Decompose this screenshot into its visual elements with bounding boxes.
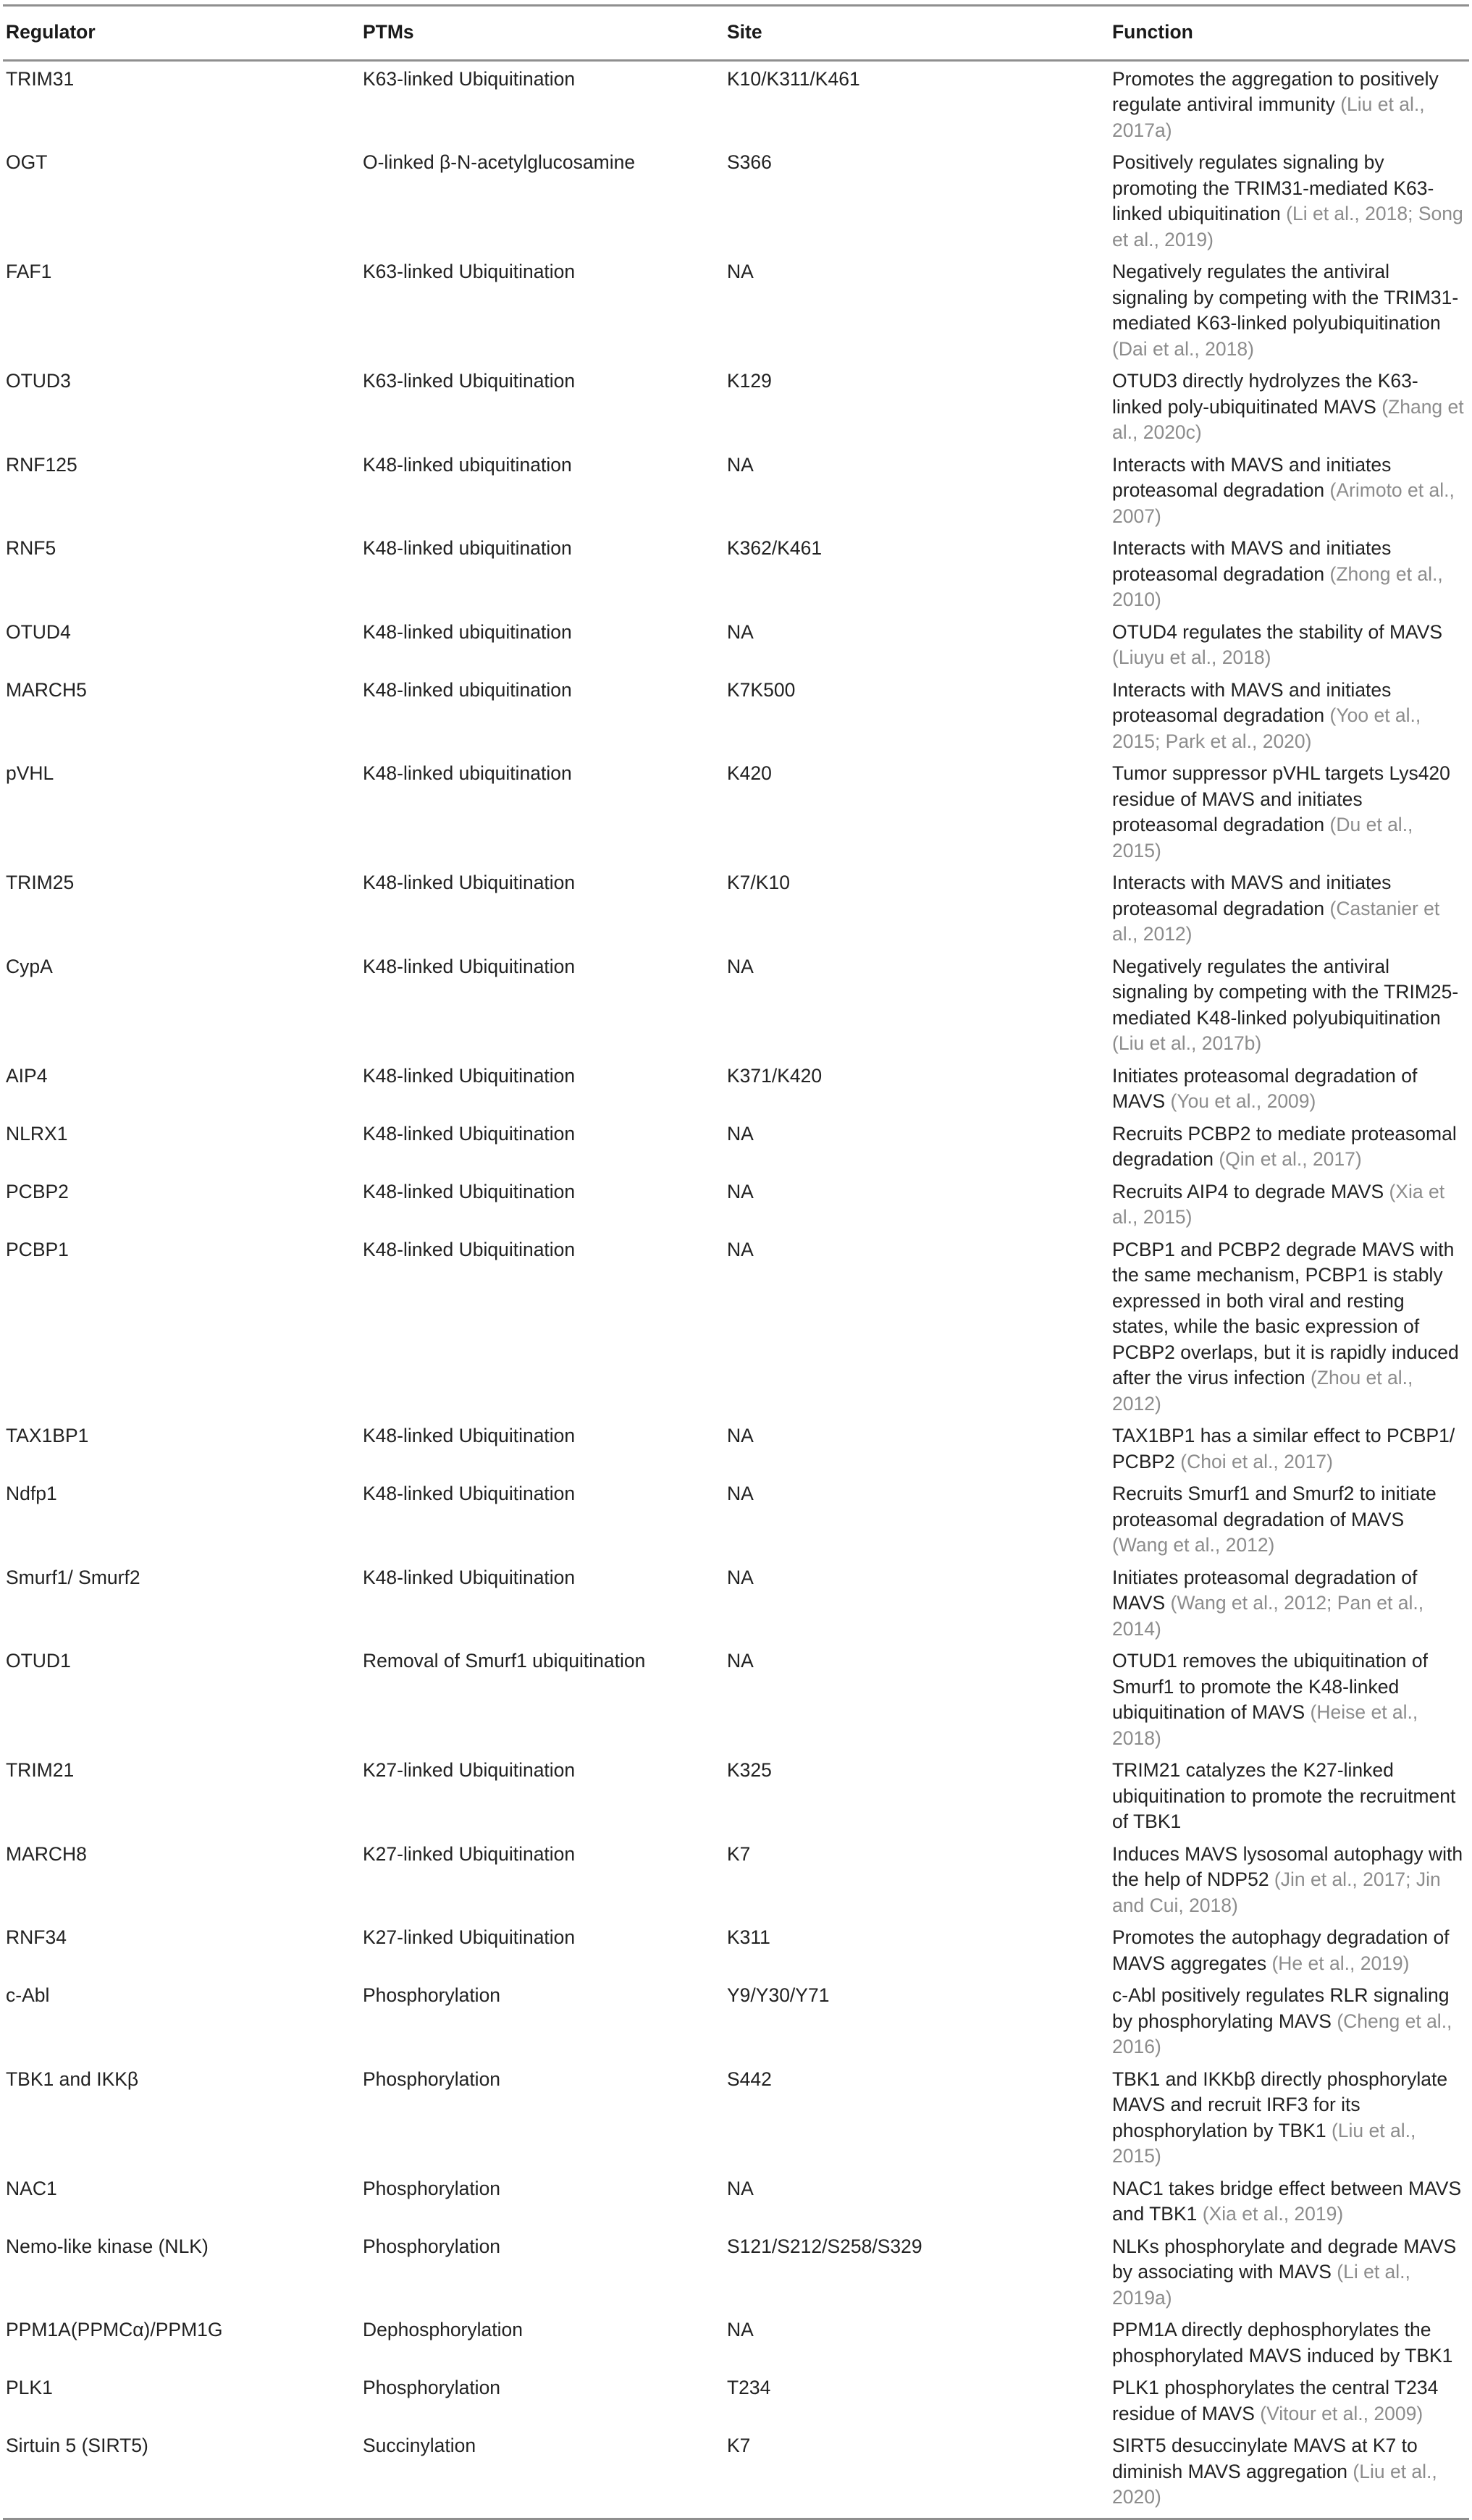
ptm-cell: K48-linked Ubiquitination: [363, 1122, 576, 1145]
function-cell: [1112, 1118, 1469, 1176]
citation-link[interactable]: (Xia et al., 2015): [1112, 1180, 1445, 1228]
citation-link[interactable]: (Liu et al., 2020): [1112, 2460, 1437, 2508]
function-text: NLKs phosphorylate and degrade MAVS by associating with MAVS: [1112, 2235, 1457, 2283]
table-row: [3, 2314, 1469, 2372]
citation-link[interactable]: (Liuyu et al., 2018): [1112, 646, 1271, 668]
citation-link[interactable]: (Wang et al., 2012): [1112, 1534, 1275, 1556]
site-cell: NA: [727, 620, 754, 643]
ptm-cell: K48-linked ubiquitination: [363, 762, 572, 784]
table-row: [3, 1562, 1469, 1645]
site-cell: K7/K10: [727, 872, 790, 893]
function-cell: [1112, 1980, 1469, 2064]
header-regulator: Regulator: [3, 6, 363, 61]
function-cell: [1112, 2372, 1469, 2430]
site-cell: Y9/Y30/Y71: [727, 1984, 830, 2006]
ptm-cell: K48-linked Ubiquitination: [363, 955, 576, 977]
site-cell: K7: [727, 2430, 1112, 2519]
site-cell: NA: [727, 453, 754, 476]
header-site: Site: [727, 6, 1112, 61]
ptm-cell: Phosphorylation: [363, 2177, 501, 2199]
ptm-cell: K63-linked Ubiquitination: [363, 261, 576, 282]
site-cell: K420: [727, 762, 772, 784]
ptm-cell: K48-linked Ubiquitination: [363, 872, 576, 893]
table-row: [3, 1645, 1469, 1755]
citation-link[interactable]: (Heise et al., 2018): [1112, 1701, 1418, 1749]
function-text: Induces MAVS lysosomal autophagy with the help of NDP52: [1112, 1842, 1463, 1890]
ptm-cell: K27-linked Ubiquitination: [363, 1842, 576, 1865]
site-cell: T234: [727, 2377, 771, 2398]
table-header: [3, 6, 1469, 61]
function-text: Interacts with MAVS and initiates proteasomal degradation: [1112, 453, 1392, 501]
site-cell: K10/K311/K461: [727, 67, 860, 90]
table-body: [3, 60, 1469, 2519]
function-text: Interacts with MAVS and initiates proteasomal degradation: [1112, 678, 1392, 726]
function-text: Recruits Smurf1 and Smurf2 to initiate proteasomal degradation of MAVS: [1112, 1483, 1437, 1530]
regulator-cell: MARCH8: [6, 1842, 87, 1865]
function-cell: [1112, 2314, 1469, 2372]
table-row: [3, 1478, 1469, 1562]
function-cell: [1112, 1420, 1469, 1478]
table-row: [3, 1980, 1469, 2064]
table-row: [3, 1176, 1469, 1234]
function-text: Interacts with MAVS and initiates proteasomal degradation: [1112, 537, 1392, 585]
regulator-cell: Ndfp1: [6, 1483, 57, 1504]
regulator-cell: OTUD1: [6, 1650, 71, 1672]
function-cell: [1112, 533, 1469, 617]
function-text: PCBP1 and PCBP2 degrade MAVS with the same mechanism, PCBP1 is stably expressed in both viral and resting states, while the basic expression of PCBP2 overlaps, but it is rapidly induced after the virus infection: [1112, 1238, 1459, 1388]
regulator-cell: NLRX1: [6, 1122, 68, 1145]
ptm-cell: O-linked β-N-acetylglucosamine: [363, 151, 636, 173]
function-text: SIRT5 desuccinylate MAVS at K7 to diminish MAVS aggregation: [1112, 2435, 1418, 2482]
function-cell: [1112, 616, 1469, 674]
table-row: [3, 1755, 1469, 1839]
table-row: [3, 2430, 1469, 2519]
site-cell: NA: [727, 261, 754, 282]
citation-link[interactable]: (Arimoto et al., 2007): [1112, 479, 1455, 527]
citation-link[interactable]: (Zhou et al., 2012): [1112, 1367, 1413, 1415]
function-cell: [1112, 2430, 1469, 2519]
ptm-cell: K48-linked ubiquitination: [363, 537, 572, 559]
function-text: Negatively regulates the antiviral signaling by competing with the TRIM25-mediated K48-linked polyubiquitination: [1112, 955, 1459, 1029]
header-row: [3, 6, 1469, 61]
regulator-cell: c-Abl: [6, 1984, 50, 2006]
site-cell: NA: [727, 1122, 754, 1145]
function-cell: [1112, 1478, 1469, 1562]
citation-link[interactable]: (Cheng et al., 2016): [1112, 2010, 1452, 2057]
citation-link[interactable]: (Yoo et al., 2015; Park et al., 2020): [1112, 704, 1421, 752]
function-text: Recruits AIP4 to degrade MAVS: [1112, 1180, 1389, 1202]
ptm-cell: Removal of Smurf1 ubiquitination: [363, 1650, 646, 1672]
regulator-cell: RNF34: [6, 1926, 67, 1948]
site-cell: K362/K461: [727, 537, 823, 559]
function-text: Interacts with MAVS and initiates proteasomal degradation: [1112, 872, 1392, 919]
regulator-cell: PCBP2: [6, 1180, 69, 1202]
function-cell: [1112, 60, 1469, 147]
function-text: OTUD4 regulates the stability of MAVS: [1112, 620, 1443, 643]
citation-link[interactable]: (Qin et al., 2017): [1219, 1148, 1362, 1170]
function-text: OTUD3 directly hydrolyzes the K63-linked poly-ubiquitinated MAVS: [1112, 370, 1418, 418]
table-row: [3, 533, 1469, 617]
function-cell: [1112, 147, 1469, 256]
table-row: [3, 449, 1469, 533]
site-cell: NA: [727, 1650, 754, 1672]
header-ptms: PTMs: [363, 6, 727, 61]
site-cell: NA: [727, 955, 754, 977]
function-cell: [1112, 2063, 1469, 2173]
citation-link[interactable]: (Zhang et al., 2020c): [1112, 395, 1464, 443]
function-cell: [1112, 1645, 1469, 1755]
citation-link[interactable]: (Liu et al., 2017b): [1112, 1032, 1262, 1054]
function-text: Tumor suppressor pVHL targets Lys420 residue of MAVS and initiates proteasomal degradation: [1112, 762, 1450, 835]
regulator-cell: TAX1BP1: [6, 1425, 89, 1446]
ptm-regulator-table: [3, 4, 1469, 2520]
ptm-cell: K48-linked Ubiquitination: [363, 1425, 576, 1446]
ptm-cell: K48-linked ubiquitination: [363, 678, 572, 701]
function-cell: [1112, 1922, 1469, 1980]
ptm-cell: Phosphorylation: [363, 1984, 501, 2006]
table-row: [3, 758, 1469, 867]
table-row: [3, 60, 1469, 147]
site-cell: NA: [727, 1180, 754, 1202]
table-row: [3, 1922, 1469, 1980]
regulator-cell: PCBP1: [6, 1238, 69, 1260]
ptm-cell: K27-linked Ubiquitination: [363, 1926, 576, 1948]
citation-link[interactable]: (He et al., 2019): [1271, 1952, 1410, 1974]
site-cell: K7: [727, 1842, 751, 1865]
regulator-cell: RNF5: [6, 537, 56, 559]
regulator-cell: PLK1: [6, 2377, 53, 2398]
site-cell: NA: [727, 2319, 754, 2340]
site-cell: NA: [727, 2177, 754, 2199]
function-cell: [1112, 256, 1469, 366]
function-text: TAX1BP1 has a similar effect to PCBP1/ PCBP2: [1112, 1425, 1455, 1472]
citation-link[interactable]: (Wang et al., 2012; Pan et al., 2014): [1112, 1592, 1424, 1640]
ptm-cell: K63-linked Ubiquitination: [363, 370, 576, 392]
ptm-cell: Phosphorylation: [363, 2068, 501, 2090]
ptm-cell: K27-linked Ubiquitination: [363, 1759, 576, 1781]
regulator-cell: RNF125: [6, 453, 77, 476]
function-text: Recruits PCBP2 to mediate proteasomal degradation: [1112, 1122, 1457, 1170]
ptm-cell: Dephosphorylation: [363, 2319, 523, 2340]
regulator-cell: AIP4: [6, 1064, 48, 1087]
ptm-cell: Succinylation: [363, 2430, 727, 2519]
function-text: NAC1 takes bridge effect between MAVS and TBK1: [1112, 2177, 1462, 2225]
citation-link[interactable]: (Dai et al., 2018): [1112, 337, 1254, 360]
function-text: Promotes the autophagy degradation of MAVS aggregates: [1112, 1926, 1450, 1974]
ptm-cell: K48-linked Ubiquitination: [363, 1064, 576, 1087]
function-cell: [1112, 951, 1469, 1060]
table-row: [3, 1118, 1469, 1176]
citation-link[interactable]: (Jin et al., 2017; Jin and Cui, 2018): [1112, 1868, 1441, 1916]
site-cell: NA: [727, 1483, 754, 1504]
site-cell: K325: [727, 1759, 772, 1781]
function-text: TRIM21 catalyzes the K27-linked ubiquitination to promote the recruitment of TBK1: [1112, 1759, 1456, 1832]
function-text: c-Abl positively regulates RLR signaling by phosphorylating MAVS: [1112, 1984, 1450, 2032]
citation-link[interactable]: (Liu et al., 2015): [1112, 2119, 1416, 2167]
ptm-cell: K48-linked ubiquitination: [363, 453, 572, 476]
site-cell: NA: [727, 1425, 754, 1446]
table-row: [3, 951, 1469, 1060]
site-cell: S366: [727, 151, 772, 173]
regulator-cell: OTUD4: [6, 620, 71, 643]
function-text: Initiates proteasomal degradation of MAVS: [1112, 1566, 1418, 1614]
function-text: Promotes the aggregation to positively regulate antiviral immunity: [1112, 67, 1439, 115]
table-row: [3, 674, 1469, 758]
table-row: [3, 366, 1469, 450]
citation-link[interactable]: (You et al., 2009): [1170, 1090, 1316, 1112]
ptm-cell: K48-linked ubiquitination: [363, 620, 572, 643]
ptm-cell: K48-linked Ubiquitination: [363, 1483, 576, 1504]
function-cell: [1112, 449, 1469, 533]
citation-link[interactable]: (Li et al., 2018; Song et al., 2019): [1112, 203, 1463, 250]
table-row: [3, 2230, 1469, 2314]
regulator-cell: CypA: [6, 955, 53, 977]
regulator-cell: OGT: [6, 151, 48, 173]
citation-link[interactable]: (Vitour et al., 2009): [1260, 2402, 1423, 2424]
table-row: [3, 1420, 1469, 1478]
citation-link[interactable]: (Liu et al., 2017a): [1112, 93, 1425, 141]
regulator-cell: FAF1: [6, 261, 52, 282]
function-cell: [1112, 1562, 1469, 1645]
regulator-cell: Sirtuin 5 (SIRT5): [3, 2430, 363, 2519]
function-cell: [1112, 2173, 1469, 2230]
ptm-cell: K48-linked Ubiquitination: [363, 1566, 576, 1588]
function-cell: [1112, 1234, 1469, 1420]
ptm-cell: Phosphorylation: [363, 2377, 501, 2398]
regulator-cell: NAC1: [6, 2177, 57, 2199]
table-row: [3, 1234, 1469, 1420]
table-row: [3, 2173, 1469, 2230]
table-row: [3, 256, 1469, 366]
function-cell: [1112, 1755, 1469, 1839]
function-cell: [1112, 758, 1469, 867]
function-text: Negatively regulates the antiviral signaling by competing with the TRIM31-mediated K63-linked polyubiquitination: [1112, 261, 1459, 334]
function-text: TBK1 and IKKbβ directly phosphorylate MAVS and recruit IRF3 for its phosphorylation by TBK1: [1112, 2068, 1448, 2141]
regulator-cell: TRIM31: [6, 67, 75, 90]
citation-link[interactable]: (Zhong et al., 2010): [1112, 562, 1443, 610]
function-text: OTUD1 removes the ubiquitination of Smurf1 to promote the K48-linked ubiquitination of MAVS: [1112, 1650, 1428, 1723]
function-text: PPM1A directly dephosphorylates the phosphorylated MAVS induced by TBK1: [1112, 2319, 1453, 2367]
function-cell: [1112, 366, 1469, 450]
table-row: [3, 2063, 1469, 2173]
citation-link[interactable]: (Du et al., 2015): [1112, 814, 1413, 861]
function-text: PLK1 phosphorylates the central T234 residue of MAVS: [1112, 2377, 1439, 2424]
function-cell: [1112, 674, 1469, 758]
table-row: [3, 2372, 1469, 2430]
site-cell: K7K500: [727, 678, 796, 701]
ptm-cell: K63-linked Ubiquitination: [363, 67, 576, 90]
table-row: [3, 867, 1469, 951]
header-function: Function: [1112, 6, 1469, 61]
site-cell: K311: [727, 1926, 770, 1948]
function-cell: [1112, 867, 1469, 951]
ptm-cell: K48-linked Ubiquitination: [363, 1238, 576, 1260]
regulator-cell: TBK1 and IKKβ: [6, 2068, 139, 2090]
function-text: Initiates proteasomal degradation of MAVS: [1112, 1064, 1418, 1112]
site-cell: S121/S212/S258/S329: [727, 2235, 922, 2257]
table-row: [3, 1060, 1469, 1118]
function-cell: [1112, 1060, 1469, 1118]
citation-link[interactable]: (Xia et al., 2019): [1202, 2203, 1344, 2225]
site-cell: NA: [727, 1238, 754, 1260]
citation-link[interactable]: (Castanier et al., 2012): [1112, 897, 1440, 945]
table-row: [3, 1838, 1469, 1922]
regulator-cell: pVHL: [6, 762, 54, 784]
citation-link[interactable]: (Choi et al., 2017): [1180, 1450, 1333, 1472]
function-cell: [1112, 2230, 1469, 2314]
regulator-cell: Nemo-like kinase (NLK): [6, 2235, 209, 2257]
function-text: Positively regulates signaling by promoting the TRIM31-mediated K63-linked ubiquitination: [1112, 151, 1434, 224]
regulator-cell: PPM1A(PPMCα)/PPM1G: [6, 2319, 223, 2340]
regulator-cell: TRIM21: [6, 1759, 75, 1781]
site-cell: NA: [727, 1566, 754, 1588]
site-cell: K129: [727, 370, 772, 392]
table-row: [3, 147, 1469, 256]
site-cell: K371/K420: [727, 1064, 823, 1087]
function-cell: [1112, 1838, 1469, 1922]
regulator-cell: MARCH5: [6, 678, 87, 701]
citation-link[interactable]: (Li et al., 2019a): [1112, 2261, 1410, 2309]
table-row: [3, 616, 1469, 674]
ptm-cell: Phosphorylation: [363, 2235, 501, 2257]
regulator-cell: Smurf1/ Smurf2: [6, 1566, 140, 1588]
site-cell: S442: [727, 2068, 772, 2090]
function-cell: [1112, 1176, 1469, 1234]
regulator-cell: TRIM25: [6, 872, 75, 893]
regulator-cell: OTUD3: [6, 370, 71, 392]
ptm-cell: K48-linked Ubiquitination: [363, 1180, 576, 1202]
